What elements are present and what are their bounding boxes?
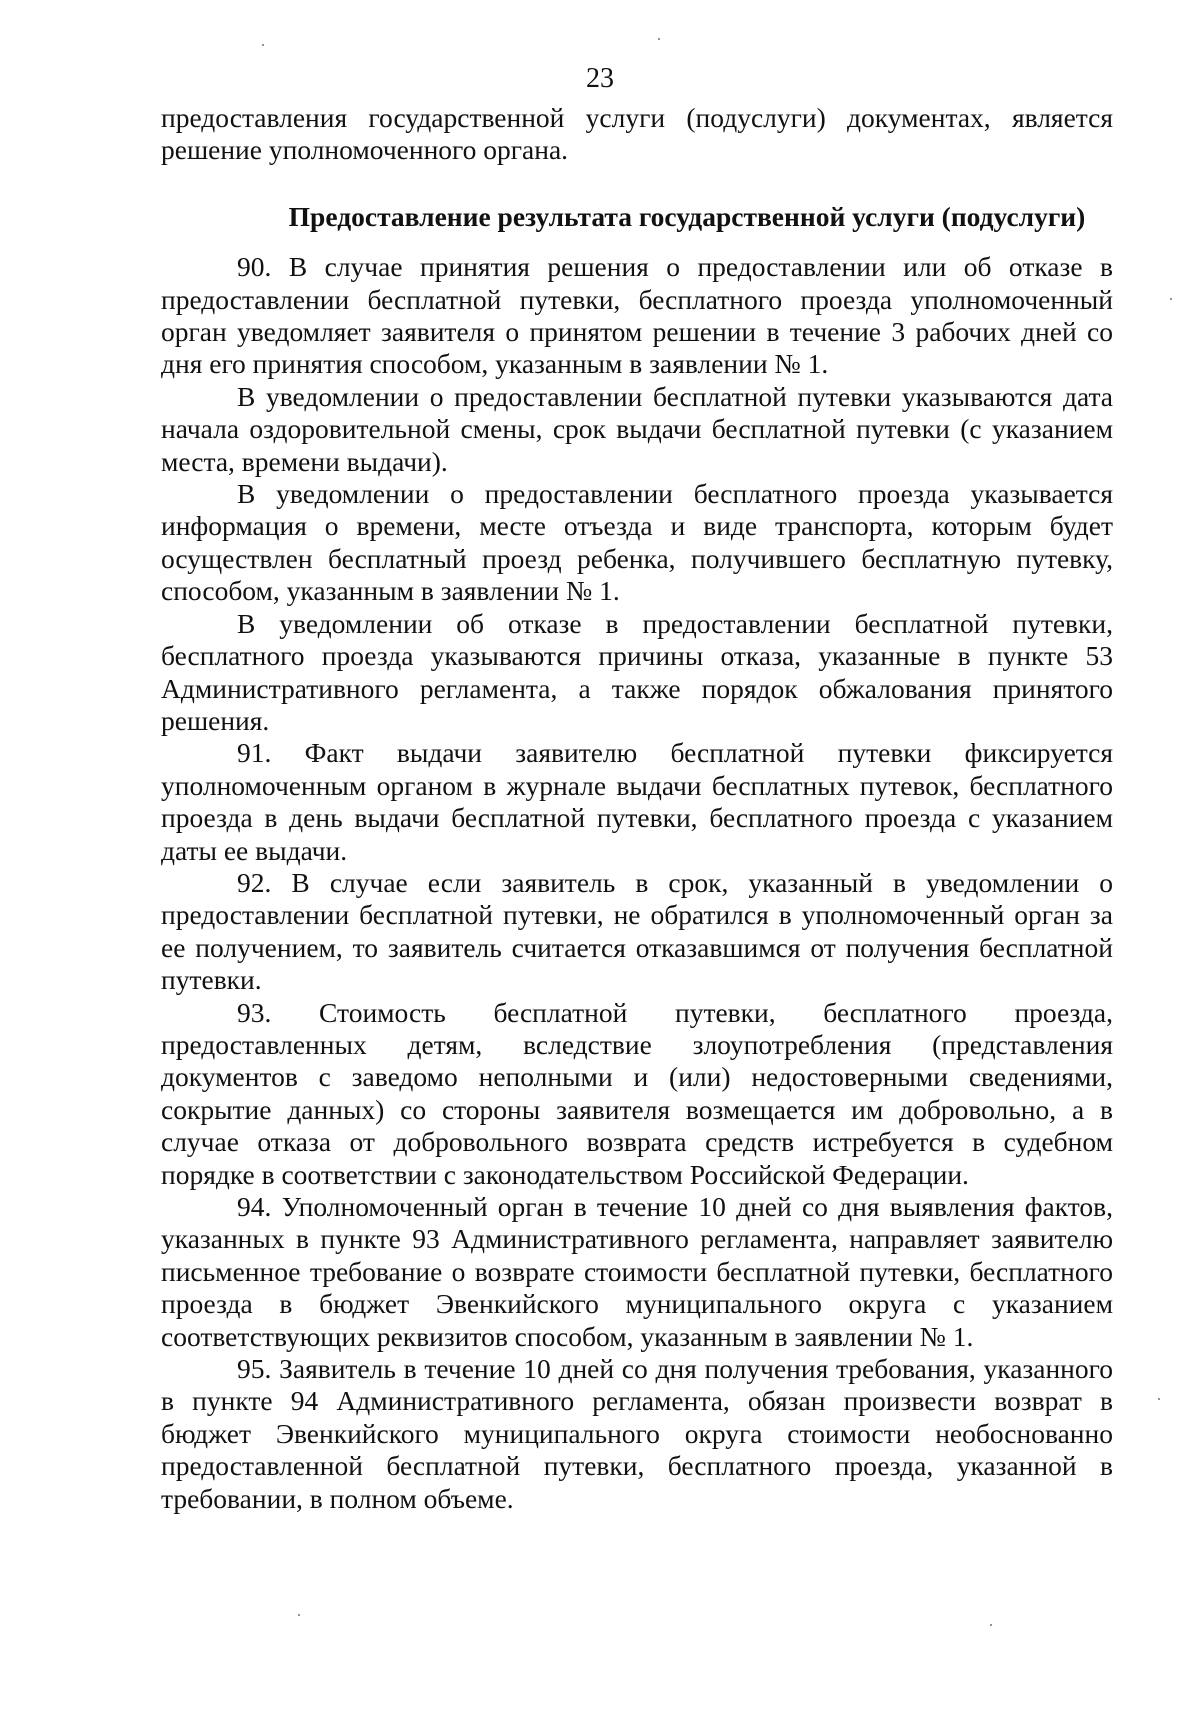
paragraph-95: 95. Заявитель в течение 10 дней со дня получения требования, указанного в пункте 94 Административного регламента, обязан произвести возврат в бюджет Эвенкийского муниципального округа стоимости необоснованно предоставленной бесплатной путевки, бесплатного проезда, указанной в требовании, в полном объеме.: [161, 1353, 1113, 1514]
paragraph-90: 90. В случае принятия решения о предоставлении или об отказе в предоставлении бесплатной путевки, бесплатного проезда уполномоченный орган уведомляет заявителя о принятом решении в течение 3 рабочих дней со дня его принятия способом, указанным в заявлении № 1.: [161, 251, 1113, 380]
paragraph-91: 91. Факт выдачи заявителю бесплатной путевки фиксируется уполномоченным органом в журнале выдачи бесплатных путевок, бесплатного проезда в день выдачи бесплатной путевки, бесплатного проезда с указанием даты ее выдачи.: [161, 737, 1113, 866]
page-number: 23: [586, 63, 614, 94]
paragraph-92: 92. В случае если заявитель в срок, указанный в уведомлении о предоставлении бесплатной путевки, не обратился в уполномоченный орган за ее получением, то заявитель считается отказавшимся от получения бесплатной путевки.: [161, 866, 1113, 996]
scan-speck: [298, 1614, 300, 1616]
scan-speck: [990, 1624, 992, 1626]
paragraph-94: 94. Уполномоченный орган в течение 10 дней со дня выявления фактов, указанных в пункте 93 Административного регламента, направляет заявителю письменное требование о возврате стоимости бесплатной путевки, бесплатного проезда в бюджет Эвенкийского муниципального округа с указанием соответствующих реквизитов способом, указанным в заявлении № 1.: [161, 1191, 1113, 1352]
paragraph-90-notice-voucher: В уведомлении о предоставлении бесплатной путевки указываются дата начала оздоровительной смены, срок выдачи бесплатной путевки (с указанием места, времени выдачи).: [161, 380, 1113, 477]
document-body: [161, 102, 1113, 1515]
paragraph-90-notice-refusal: В уведомлении об отказе в предоставлении бесплатной путевки, бесплатного проезда указываются причины отказа, указанные в пункте 53 Административного регламента, а также порядок обжалования принятого решения.: [161, 607, 1113, 736]
continuation-paragraph: предоставления государственной услуги (подуслуги) документах, является решение уполномоченного органа.: [161, 102, 1113, 166]
scan-speck: [1170, 298, 1172, 300]
paragraph-93: 93. Стоимость бесплатной путевки, бесплатного проезда, предоставленных детям, вследствие злоупотребления (представления документов с заведомо неполными и (или) недостоверными сведениями, сокрытие данных) со стороны заявителя возмещается им добровольно, а в случае отказа от добровольного возврата средств истребуется в судебном порядке в соответствии с законодательством Российской Федерации.: [161, 996, 1113, 1190]
scan-speck: [262, 44, 264, 46]
scan-speck: [658, 38, 660, 40]
scan-speck: [1158, 1398, 1160, 1400]
paragraph-90-notice-travel: В уведомлении о предоставлении бесплатного проезда указывается информация о времени, месте отъезда и виде транспорта, которым будет осуществлен бесплатный проезд ребенка, получившего бесплатную путевку, способом, указанным в заявлении № 1.: [161, 478, 1113, 607]
section-heading: Предоставление результата государственной услуги (подуслуги): [288, 200, 1086, 232]
